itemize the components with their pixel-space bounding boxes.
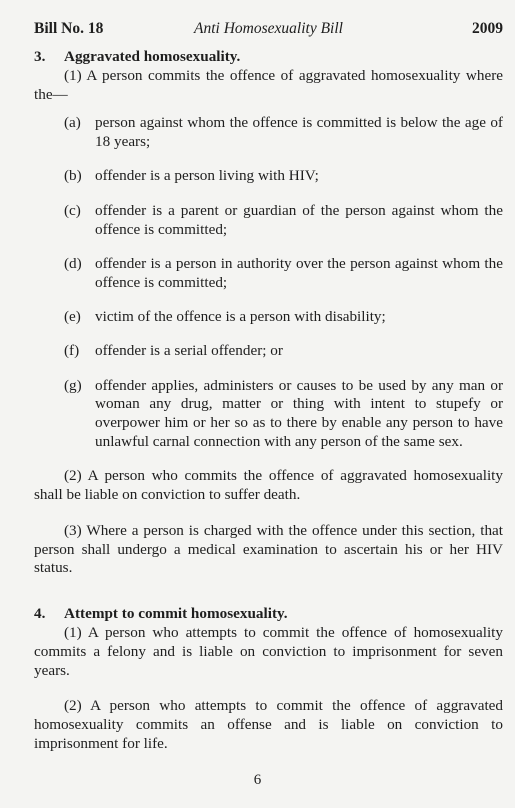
list-item-label: (a) bbox=[64, 114, 81, 132]
bill-number: Bill No. 18 bbox=[34, 20, 104, 37]
section-4-title: Attempt to commit homosexuality. bbox=[64, 605, 288, 623]
section-3-subsection-3: (3) Where a person is charged with the offence under this section, that person shall undergo a medical examination to ascertain his or her HIV status. bbox=[34, 521, 503, 577]
list-item bbox=[34, 202, 503, 240]
list-item-text: offender is a serial offender; or bbox=[95, 342, 283, 360]
list-item-label: (d) bbox=[64, 254, 82, 272]
list-item-label: (f) bbox=[64, 342, 80, 360]
spacer bbox=[34, 505, 503, 522]
section-3-subsection-2: (2) A person who commits the offence of aggravated homosexuality shall be liable on conviction to suffer death. bbox=[34, 467, 503, 504]
list-item bbox=[34, 308, 503, 327]
list-item-text: offender applies, administers or causes to be used by any man or woman any drug, matter or thing with intent to stupefy or overpower him or her so as to there by enable any person to have unlawful carnal connection with any person of the same sex. bbox=[95, 376, 503, 450]
section-4-subsection-1: (1) A person who attempts to commit the offence of homosexuality commits a felony and is liable on conviction to imprisonment for seven years. bbox=[34, 624, 503, 679]
list-item-label: (g) bbox=[64, 376, 82, 394]
list-item-label: (b) bbox=[64, 167, 82, 185]
list-item-label: (e) bbox=[64, 307, 81, 325]
spacer bbox=[34, 578, 503, 605]
section-3-heading bbox=[34, 48, 503, 67]
list-item-label: (c) bbox=[64, 201, 81, 219]
section-4-heading bbox=[34, 605, 503, 624]
list-item-text: person against whom the offence is committed is below the age of 18 years; bbox=[95, 114, 503, 151]
list-item bbox=[34, 342, 503, 361]
section-3-title: Aggravated homosexuality. bbox=[64, 48, 241, 65]
list-item-text: offender is a person living with HIV; bbox=[95, 167, 319, 185]
list-item bbox=[34, 167, 503, 186]
list-item-text: offender is a parent or guardian of the person against whom the offence is committed; bbox=[95, 201, 503, 238]
list-item-text: offender is a person in authority over the person against whom the offence is committed; bbox=[95, 254, 503, 291]
section-4-subsection-2: (2) A person who attempts to commit the offence of aggravated homosexuality commits an offense and is liable on conviction to imprisonment for life. bbox=[34, 697, 503, 753]
page-content bbox=[34, 48, 503, 754]
spacer bbox=[34, 680, 503, 697]
list-item bbox=[34, 255, 503, 293]
bill-year: 2009 bbox=[472, 20, 503, 37]
section-3-conditions-list bbox=[34, 114, 503, 451]
list-item bbox=[34, 114, 503, 152]
section-3-number: 3. bbox=[34, 48, 46, 65]
list-item bbox=[34, 377, 503, 452]
section-4-number: 4. bbox=[34, 605, 46, 623]
page-header bbox=[34, 20, 503, 40]
section-3-subsection-1: (1) A person commits the offence of aggravated homosexuality where the— bbox=[34, 66, 503, 103]
page-number: 6 bbox=[253, 772, 262, 788]
bill-title: Anti Homosexuality Bill bbox=[194, 20, 343, 37]
list-item-text: victim of the offence is a person with disability; bbox=[95, 307, 386, 325]
